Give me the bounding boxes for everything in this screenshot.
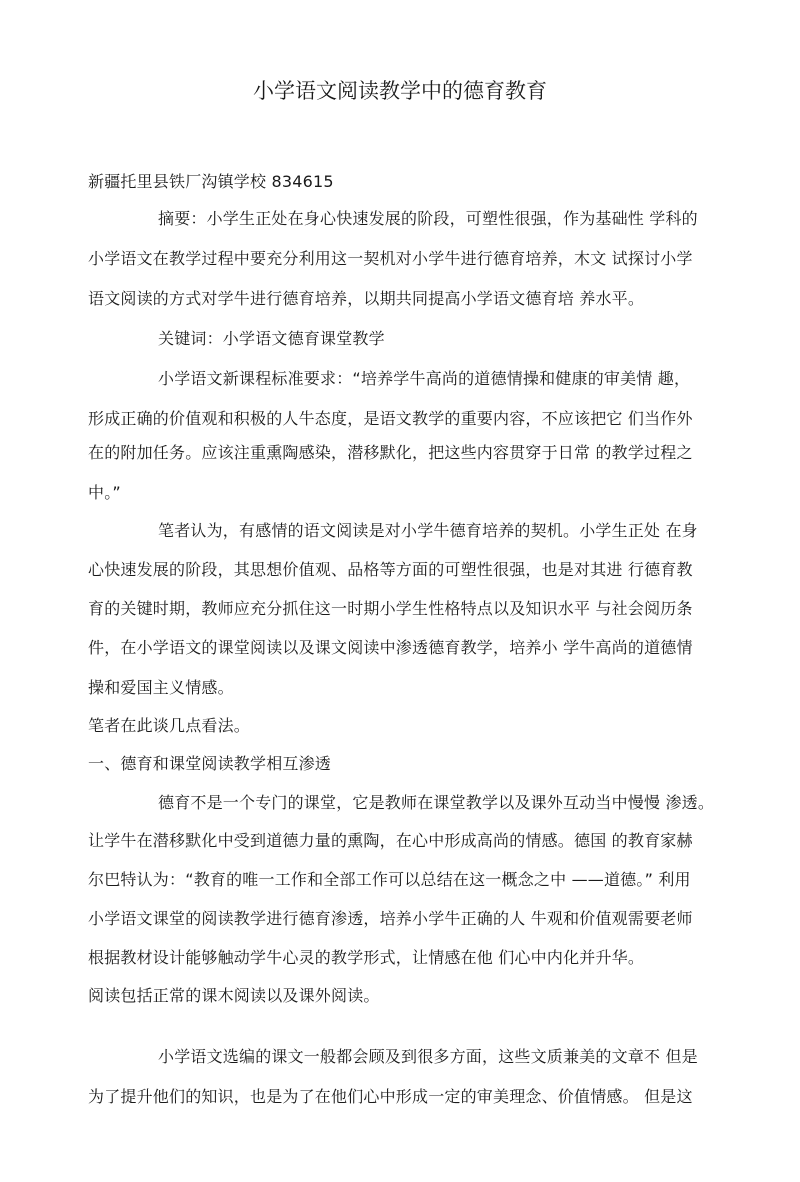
text-line: 小学语文新课程标准要求：“培养学牛高尚的道德情操和健康的审美情 趣， <box>158 369 691 388</box>
text-line: 阅读包括正常的课木阅读以及课外阅读。 <box>88 986 380 1005</box>
text-line: 小学语文课堂的阅读教学进行德育渗透，培养小学牛正确的人 牛观和价值观需要老师 <box>88 909 693 928</box>
text-line: 根据教材设计能够触动学牛心灵的教学形式，让情感在他 们心中内化并升华。 <box>88 948 645 967</box>
text-line: 中。” <box>88 483 121 502</box>
text-line: 在的附加任务。应该注重熏陶感染，潜移默化，把这些内容贯穿于日常 的教学过程之 <box>88 443 693 462</box>
text-line: 形成正确的价值观和积极的人牛态度，是语文教学的重要内容，不应该把它 们当作外 <box>88 409 693 428</box>
text-line: 小学语文选编的课文一般都会顾及到很多方面，这些文质兼美的文章不 但是 <box>158 1047 698 1066</box>
text-line: 尔巴特认为：“教育的唯一工作和全部工作可以总结在这一概念之中 ——道德。” 利用 <box>88 870 691 889</box>
text-line: 语文阅读的方式对学牛进行德育培养，以期共同提高小学语文德育培 养水平。 <box>88 289 645 308</box>
keywords-line: 关键词：小学语文德育课堂教学 <box>158 329 385 348</box>
text-line: 操和爱国主义情感。 <box>88 678 234 697</box>
text-line: 育的关键时期，教师应充分抓住这一时期小学生性格特点以及知识水平 与社会阅历条 <box>88 599 693 618</box>
text-line: 摘要：小学生正处在身心快速发展的阶段，可塑性很强，作为基础性 学科的 <box>158 209 698 228</box>
author-affiliation: 新疆托里县铁厂沟镇学校 834615 <box>88 172 334 191</box>
text-line: 笔者认为，有感情的语文阅读是对小学牛德育培养的契机。小学生正处 在身 <box>158 521 698 540</box>
text-line: 小学语文在教学过程中要充分利用这一契机对小学牛进行德育培养，木文 试探讨小学 <box>88 249 693 268</box>
text-line: 笔者在此谈几点看法。 <box>88 716 251 735</box>
section-heading: 一、德育和课堂阅读教学相互渗透 <box>88 754 332 773</box>
text-line: 件，在小学语文的课堂阅读以及课文阅读中渗透德育教学，培养小 学牛高尚的道德情 <box>88 638 693 657</box>
text-line: 心快速发展的阶段，其思想价值观、品格等方面的可塑性很强，也是对其进 行德育教 <box>88 560 693 579</box>
text-line: 德育不是一个专门的课堂，它是教师在课堂教学以及课外互动当中慢慢 渗透。 <box>158 793 715 812</box>
text-line: 为了提升他们的知识，也是为了在他们心中形成一定的审美理念、价值情感。 但是这 <box>88 1087 693 1106</box>
document-title: 小学语文阅读教学中的德育教育 <box>253 79 547 103</box>
text-line: 让学牛在潜移默化中受到道德力量的熏陶，在心中形成高尚的情感。德国 的教育家赫 <box>88 831 693 850</box>
